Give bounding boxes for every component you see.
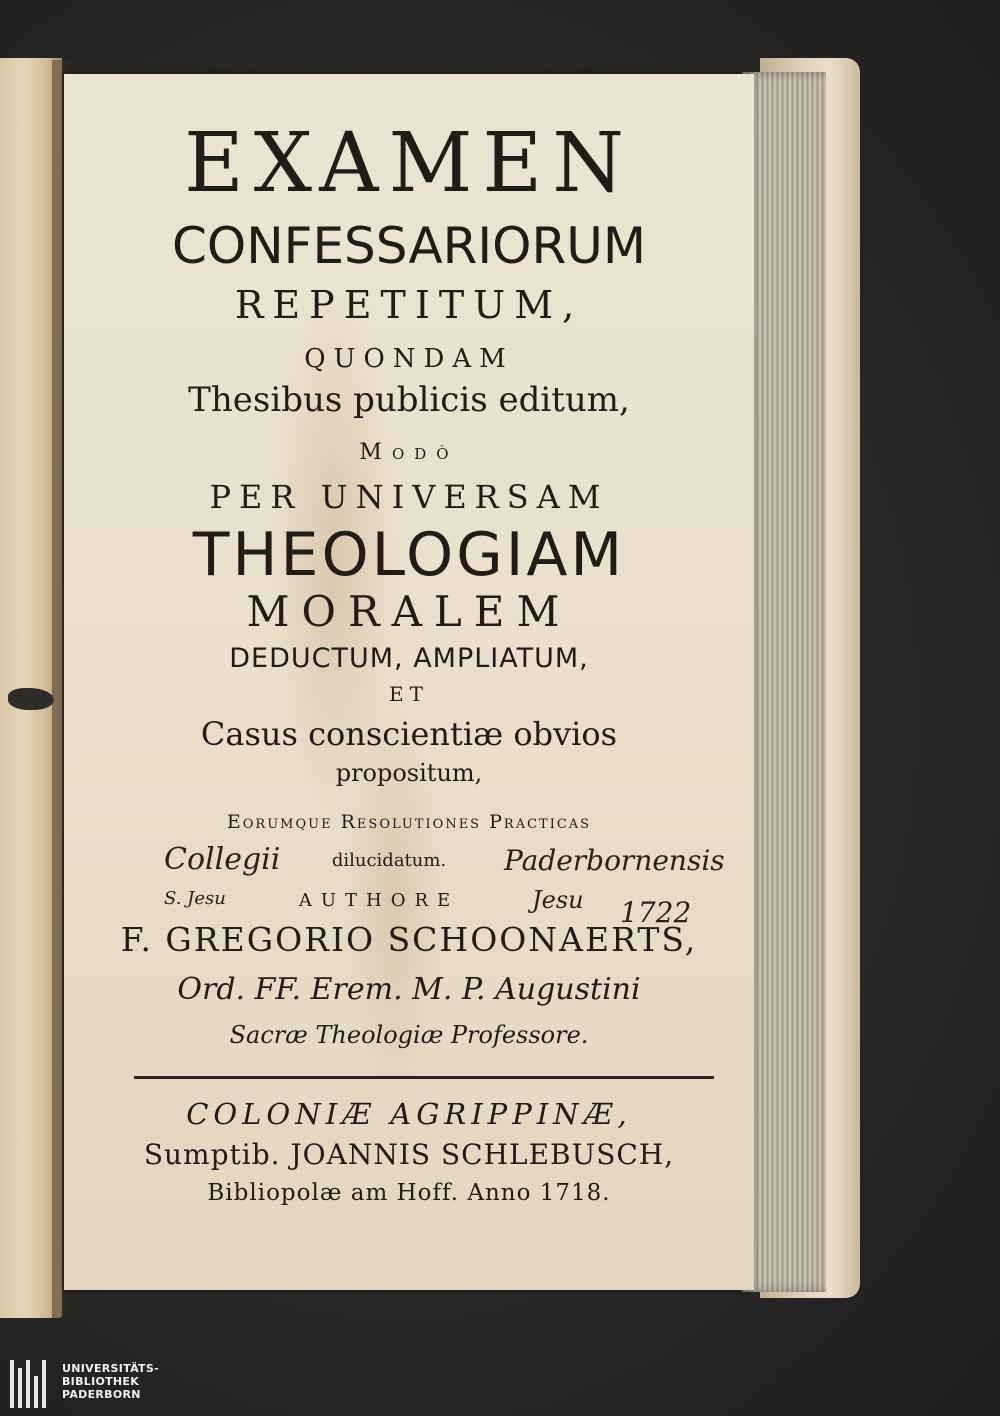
title-line-thesibus: Thesibus publicis editum, [188, 380, 630, 420]
library-logo [10, 1360, 159, 1410]
logo-line-3: PADERBORN [62, 1388, 141, 1401]
title-line-modo: Modò [359, 440, 459, 465]
title-line-et: ET [389, 682, 429, 706]
handwritten-note-collegii: Collegii [164, 842, 281, 877]
title-line-order: Ord. FF. Erem. M. P. Augustini [177, 972, 641, 1007]
title-line-propositum: propositum, [335, 759, 483, 787]
title-line-eorumque: Eorumque Resolutiones Practicas [226, 811, 592, 833]
title-line-confessariorum: CONFESSARIORUM [172, 217, 646, 275]
title-page [64, 74, 754, 1290]
title-line-moralem: MORALEM [246, 587, 572, 636]
handwritten-note-sj: S. Jesu [164, 888, 226, 909]
handwritten-note-paderbornensis: Paderbornensis [504, 844, 725, 877]
title-line-dilucidatum: dilucidatum. [331, 850, 447, 871]
title-line-deductum: DEDUCTUM, AMPLIATUM, [229, 643, 589, 674]
paper-tear [8, 688, 54, 710]
imprint-line-place: COLONIÆ AGRIPPINÆ, [186, 1097, 632, 1131]
logo-line-1: UNIVERSITÄTS- [62, 1362, 159, 1375]
library-logo-text [62, 1362, 159, 1401]
title-line-theologiam: THEOLOGIAM [192, 520, 626, 590]
title-line-professor: Sacræ Theologiæ Professore. [229, 1021, 589, 1049]
separator-rule [134, 1076, 714, 1079]
title-line-examen: EXAMEN [183, 116, 635, 211]
title-line-authore: AUTHORE [298, 890, 460, 911]
title-line-repetitum: REPETITUM, [234, 283, 584, 327]
title-line-casus: Casus conscientiæ obvios [200, 715, 618, 753]
handwritten-note-jesu: Jesu [532, 886, 584, 914]
library-logo-icon [10, 1360, 54, 1408]
page-block-edges [742, 72, 826, 1292]
title-line-quondam: QUONDAM [304, 344, 514, 374]
title-line-per-universam: PER UNIVERSAM [209, 478, 609, 516]
logo-line-2: BIBLIOTHEK [62, 1375, 140, 1388]
imprint-line-year: Bibliopolæ am Hoff. Anno 1718. [207, 1180, 611, 1206]
title-line-author-name: F. GREGORIO SCHOONAERTS, [120, 920, 698, 959]
imprint-line-publisher: Sumptib. JOANNIS SCHLEBUSCH, [143, 1138, 675, 1171]
handwritten-note-year: 1722 [620, 896, 692, 929]
